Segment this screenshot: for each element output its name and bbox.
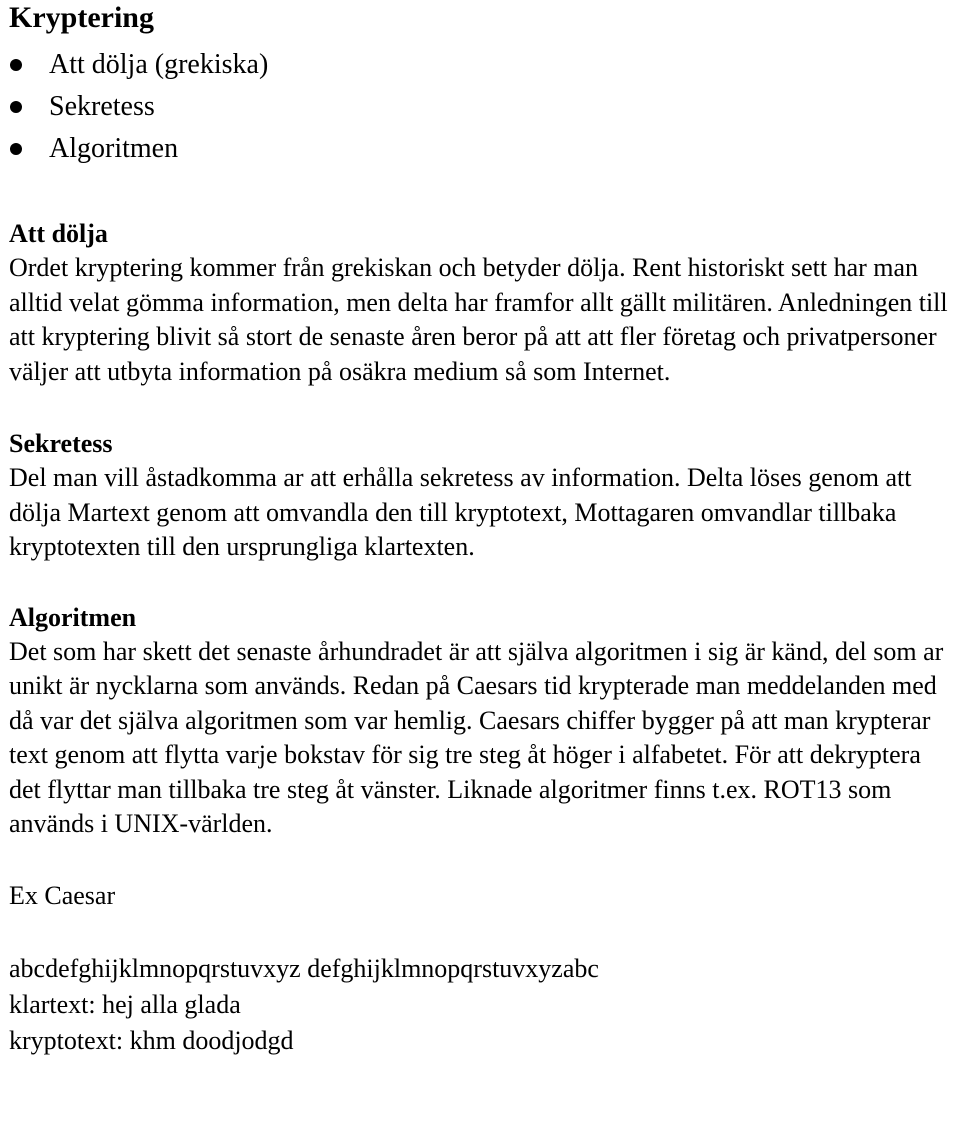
bullet-icon — [10, 59, 22, 71]
list-item-label: Sekretess — [49, 91, 155, 122]
section-paragraph: Det som har skett det senaste århundradet är att själva algoritmen i sig är känd, del som ar unikt är nycklarna som används. Redan på Caesars tid krypterade man meddelanden med då var det själva algoritmen som var hemlig. Caesars chiffer bygger på att man krypterar text genom att flytta varje bokstav för sig tre steg åt höger i alfabetet. För att dekryptera det flyttar man tillbaka tre steg åt vänster. Liknade algoritmer finns t.ex. ROT13 som används i UNIX-världen. — [9, 636, 944, 838]
bullet-icon — [10, 101, 22, 113]
list-item — [9, 86, 957, 128]
section-heading: Att dölja — [9, 219, 108, 248]
section-sekretess — [9, 427, 957, 565]
section-example — [9, 879, 957, 1059]
section-heading: Algoritmen — [9, 602, 137, 632]
example-heading: Ex Caesar — [9, 880, 116, 910]
list-item — [9, 128, 957, 170]
section-paragraph: Del man vill åstadkomma ar att erhålla sekretess av information. Delta löses genom att dölja Martext genom att omvandla den till kryptotext, Mottagaren omvandlar tillbaka kryptotexten till den ursprungliga klartexten. — [9, 463, 912, 561]
alphabet-line: abcdefghijklmnopqrstuvxyz defghijklmnopqrstuvxyzabc — [9, 953, 599, 983]
plaintext-line: klartext: hej alla glada — [9, 989, 241, 1019]
ciphertext-line: kryptotext: khm doodjodgd — [9, 1025, 294, 1055]
list-item-label: Algoritmen — [49, 133, 179, 164]
section-paragraph: Ordet kryptering kommer från grekiskan och betyder dölja. Rent historiskt sett har man alltid velat gömma information, men delta har framfor allt gällt militären. Anledningen till att kryptering blivit så stort de senaste åren beror på att att fler företag och privatpersoner väljer att utbyta information på osäkra medium så som Internet. — [9, 253, 948, 386]
page-title: Kryptering — [9, 1, 154, 34]
bullet-icon — [10, 143, 22, 155]
list-item-label: Att dölja (grekiska) — [49, 49, 269, 80]
section-heading: Sekretess — [9, 429, 113, 458]
document-page — [9, 0, 957, 1059]
list-item — [9, 44, 957, 86]
section-att-dolja — [9, 217, 957, 389]
section-algoritmen — [9, 601, 957, 842]
example-block — [9, 951, 957, 1059]
topic-list — [9, 44, 957, 170]
